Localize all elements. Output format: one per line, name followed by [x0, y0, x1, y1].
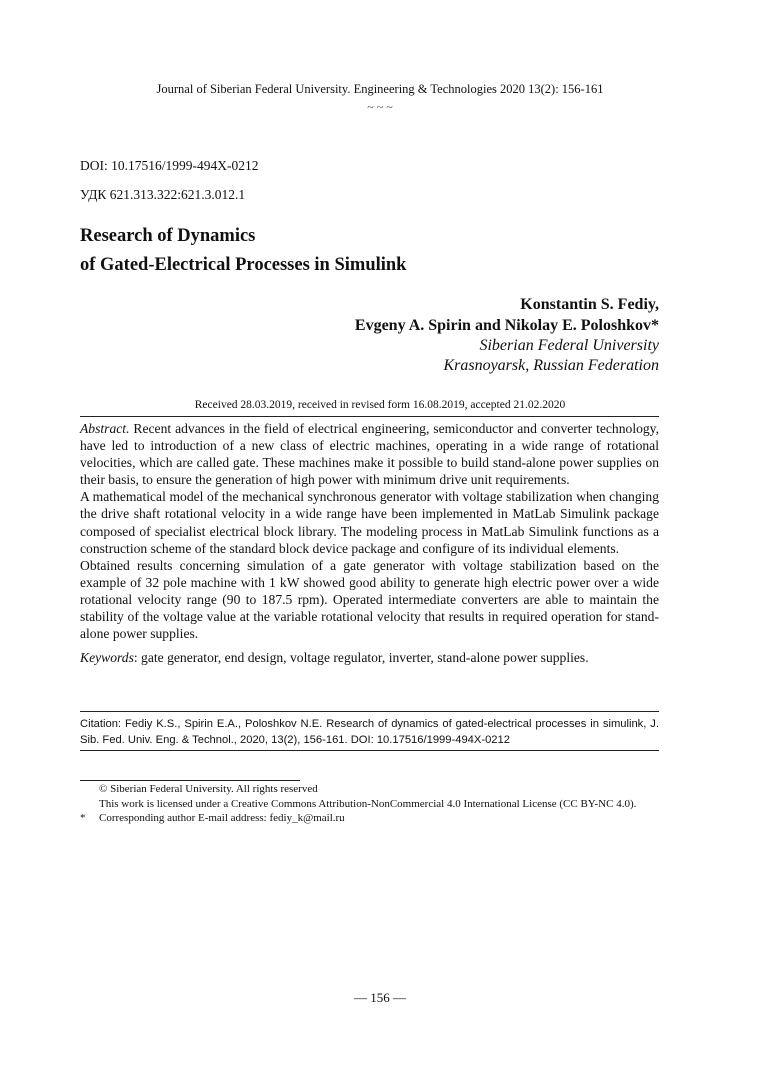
author-affiliation: Siberian Federal University [479, 337, 659, 354]
abstract-paragraph-1 [80, 420, 659, 488]
corresponding-author-footnote: Corresponding author E-mail address: fediy_k@mail.ru [99, 812, 345, 824]
copyright-footnote: © Siberian Federal University. All rights reserved [99, 783, 318, 795]
citation-top-rule [80, 711, 659, 712]
abstract-paragraph-2: A mathematical model of the mechanical synchronous generator with voltage stabilization when changing the drive shaft rotational velocity in a wide range have been implemented in MatLab Simulink package composed of specialist electrical block library. The modeling process in MatLab Simulink functions as a construction scheme of the standard block device package and configure of its individual elements. [80, 489, 659, 556]
keywords-label: Keywords [80, 650, 134, 666]
doi-line: DOI: 10.17516/1999-494X-0212 [80, 158, 259, 173]
abstract-paragraph-3: Obtained results concerning simulation of a gate generator with voltage stabilization based on the example of 32 pole machine with 1 kW showed good ability to generate high electric power over a wide rotational velocity range (90 to 187.5 rpm). Operated intermediate converters are able to maintain the stability of the voltage value at the variable rotational velocity that results in required operation for stand-alone power supplies. [80, 557, 659, 642]
abstract-top-rule [80, 416, 659, 417]
keywords-text: : gate generator, end design, voltage regulator, inverter, stand-alone power supplies. [133, 650, 589, 666]
keywords-line [80, 649, 659, 666]
udk-line: УДК 621.313.322:621.3.012.1 [80, 187, 246, 202]
authors-line-2: Evgeny A. Spirin and Nikolay E. Poloshkov* [354, 317, 659, 334]
license-footnote: This work is licensed under a Creative Commons Attribution-NonCommercial 4.0 International License (CC BY-NC 4.0). [99, 798, 637, 810]
abstract-label: Abstract. [80, 421, 130, 436]
abstract-block [80, 420, 659, 666]
citation-block: Citation: Fediy K.S., Spirin E.A., Poloshkov N.E. Research of dynamics of gated-electrical processes in simulink, J. Sib. Fed. Univ. Eng. & Technol., 2020, 13(2), 156-161. DOI: 10.17516/1999-494X-0212 [80, 718, 659, 746]
citation-bottom-rule [80, 750, 659, 751]
journal-header: Journal of Siberian Federal University. Engineering & Technologies 2020 13(2): 156-161 [156, 82, 604, 96]
footnote-rule [80, 780, 300, 781]
abstract-text-1: Recent advances in the field of electrical engineering, semiconductor and converter technology, have led to introduction of a new class of electric machines, operating in a wide range of rotational velocities, which are called gate. These machines make it possible to build stand-alone power supplies on their basis, to ensure the generation of high power with minimum drive unit requirements. [80, 421, 659, 488]
page-number: — 156 — [354, 990, 406, 1005]
article-title-line-1: Research of Dynamics [80, 226, 256, 246]
footnote-star: * [80, 812, 86, 824]
header-separator: ~ ~ ~ [367, 100, 393, 114]
received-dates: Received 28.03.2019, received in revised form 16.08.2019, accepted 21.02.2020 [194, 399, 566, 411]
authors-line-1: Konstantin S. Fediy, [520, 296, 659, 313]
author-location: Krasnoyarsk, Russian Federation [443, 357, 659, 374]
article-title-line-2: of Gated-Electrical Processes in Simulink [80, 255, 407, 275]
